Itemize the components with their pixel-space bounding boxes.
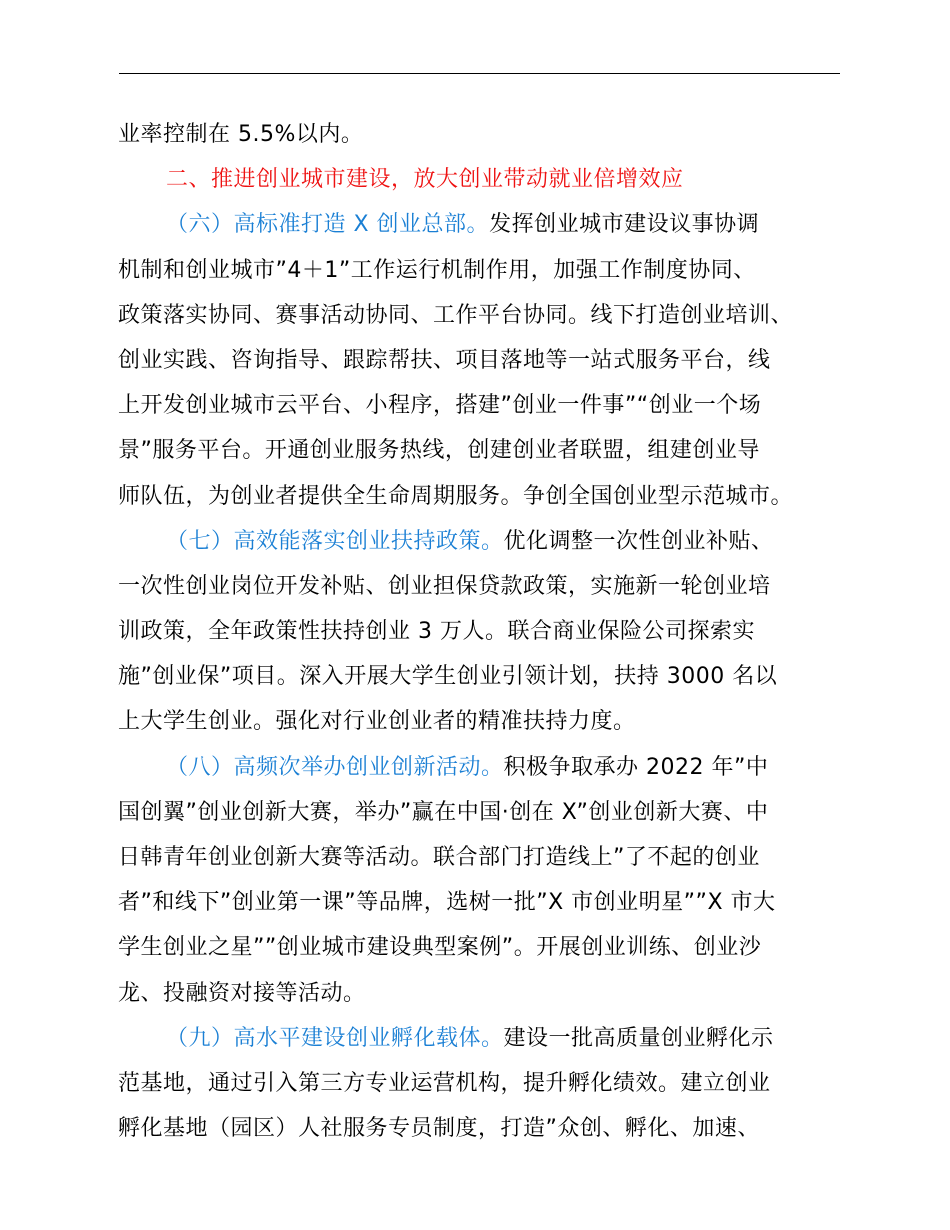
paragraph-text: 积极争取承办 2022 年”中: [503, 754, 769, 780]
paragraph-line: 范基地，通过引入第三方专业运营机构，提升孵化绩效。建立创业: [118, 1070, 771, 1096]
paragraph-line: 孵化基地（园区）人社服务专员制度，打造”众创、孵化、加速、: [118, 1116, 760, 1142]
paragraph-line: 者”和线下”创业第一课”等品牌，选树一批”X 市创业明星””X 市大: [118, 890, 776, 916]
paragraph-line: 施”创业保”项目。深入开展大学生创业引领计划，扶持 3000 名以: [118, 664, 778, 690]
paragraph-line: 师队伍，为创业者提供全生命周期服务。争创全国创业型示范城市。: [118, 483, 794, 509]
paragraph-line: 训政策，全年政策性扶持创业 3 万人。联合商业保险公司探索实: [118, 619, 755, 645]
document-body: [118, 112, 848, 1151]
header-rule: [119, 73, 840, 74]
paragraph-title: （九）高水平建设创业孵化载体。: [166, 1025, 504, 1051]
paragraph-first-line: [118, 519, 848, 564]
paragraph-line: 一次性创业岗位开发补贴、创业担保贷款政策，实施新一轮创业培: [118, 573, 771, 599]
section-heading: 二、推进创业城市建设，放大创业带动就业倍增效应: [166, 167, 684, 193]
paragraph-first-line: [118, 202, 848, 247]
paragraph-9: [118, 1016, 848, 1152]
paragraph-7: [118, 519, 848, 745]
paragraph-line: 政策落实协同、赛事活动协同、工作平台协同。线下打造创业培训、: [118, 302, 794, 328]
paragraph-first-line: [118, 1016, 848, 1061]
paragraph-first-line: [118, 745, 848, 790]
paragraph-line: 机制和创业城市”4＋1”工作运行机制作用，加强工作制度协同、: [118, 257, 756, 283]
paragraph-line: 上开发创业城市云平台、小程序，搭建”创业一件事”“创业一个场: [118, 393, 762, 419]
carryover-line: 业率控制在 5.5%以内。: [118, 122, 364, 147]
paragraph-line: 日韩青年创业创新大赛等活动。联合部门打造线上”了不起的创业: [118, 845, 760, 870]
paragraph-title: （六）高标准打造 X 创业总部。: [166, 212, 490, 238]
paragraph-title: （七）高效能落实创业扶持政策。: [166, 528, 504, 554]
paragraph-line: 国创翼”创业创新大赛，举办”赢在中国·创在 X”创业创新大赛、中: [118, 799, 769, 825]
paragraph-line: 景”服务平台。开通创业服务热线，创建创业者联盟，组建创业导: [118, 438, 760, 464]
paragraph-title: （八）高频次举办创业创新活动。: [166, 754, 504, 780]
paragraph-line: 创业实践、咨询指导、跟踪帮扶、项目落地等一站式服务平台，线: [118, 347, 771, 373]
paragraph-6: [118, 202, 848, 518]
paragraph-line: 上大学生创业。强化对行业创业者的精准扶持力度。: [118, 709, 636, 735]
paragraph-line: 龙、投融资对接等活动。: [118, 980, 366, 1006]
paragraph-text: 发挥创业城市建设议事协调: [489, 212, 760, 238]
paragraph-text: 建设一批高质量创业孵化示: [503, 1025, 774, 1051]
paragraph-text: 优化调整一次性创业补贴、: [503, 528, 774, 554]
paragraph-8: [118, 745, 848, 1016]
paragraph-line: 学生创业之星””创业城市建设典型案例”。开展创业训练、创业沙: [118, 935, 762, 961]
